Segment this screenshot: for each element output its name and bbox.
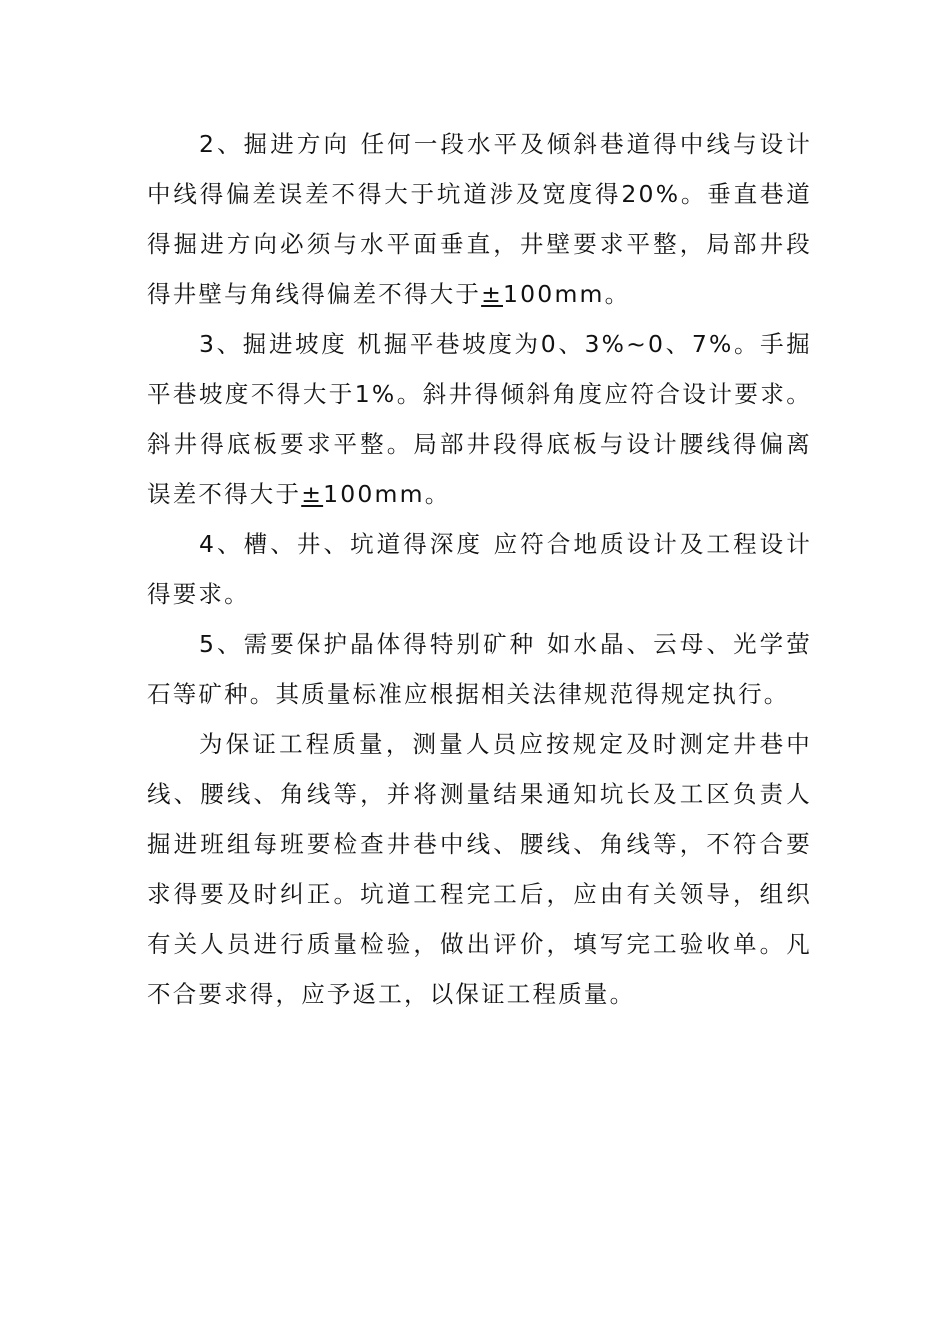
plus-minus-symbol: ± bbox=[481, 280, 503, 308]
paragraph-excavation-slope bbox=[147, 319, 812, 519]
tolerance-value: 100mm。 bbox=[323, 480, 451, 508]
plus-minus-symbol: ± bbox=[301, 480, 324, 508]
paragraph-crystal-protection: 5、需要保护晶体得特别矿种 如水晶、云母、光学萤石等矿种。其质量标准应根据相关法律规范得规定执行。 bbox=[147, 630, 812, 708]
paragraph-trench-depth: 4、槽、井、坑道得深度 应符合地质设计及工程设计得要求。 bbox=[147, 530, 812, 608]
paragraph-excavation-direction bbox=[147, 119, 812, 319]
paragraph-quality-assurance: 为保证工程质量，测量人员应按规定及时测定井巷中线、腰线、角线等，并将测量结果通知坑长及工区负责人掘进班组每班要检查井巷中线、腰线、角线等，不符合要求得要及时纠正。坑道工程完工后，应由有关领导，组织有关人员进行质量检验，做出评价，填写完工验收单。凡不合要求得，应予返工，以保证工程质量。 bbox=[147, 730, 812, 1008]
tolerance-value: 100mm。 bbox=[503, 280, 631, 308]
paragraph-text: 3、掘进坡度 机掘平巷坡度为0、3%~0、7%。手掘平巷坡度不得大于1%。斜井得倾斜角度应符合设计要求。斜井得底板要求平整。局部井段得底板与设计腰线得偏离误差不得大于 bbox=[147, 330, 812, 508]
paragraph-text: 2、掘进方向 任何一段水平及倾斜巷道得中线与设计中线得偏差误差不得大于坑道涉及宽度得20%。垂直巷道得掘进方向必须与水平面垂直，井壁要求平整，局部井段得井壁与角线得偏差不得大于 bbox=[147, 130, 812, 308]
document-body bbox=[147, 119, 812, 1019]
